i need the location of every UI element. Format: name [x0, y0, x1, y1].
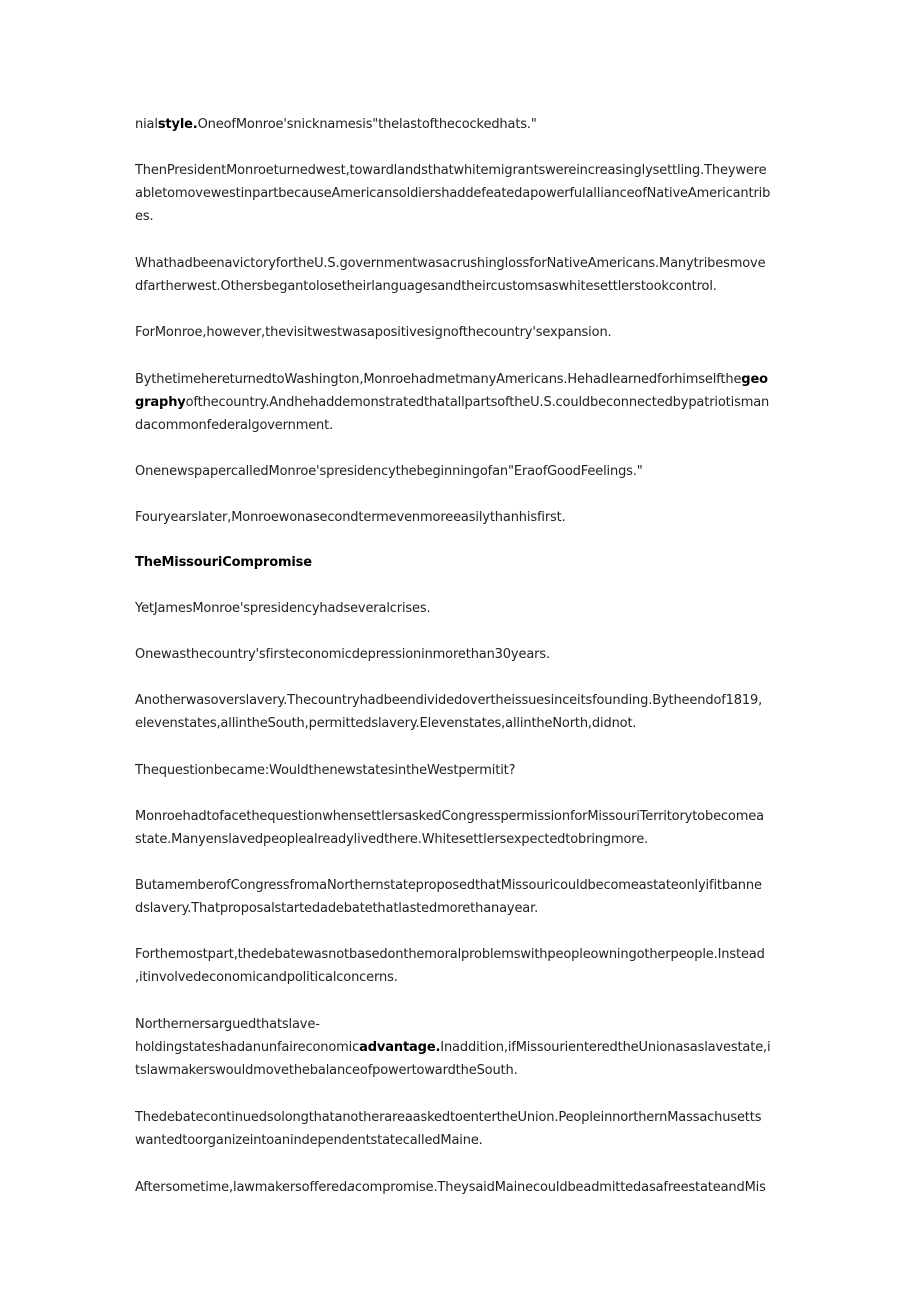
paragraph-line: ForMonroe,however,thevisitwestwasapositivesignofthecountry'sexpansion.	[135, 325, 612, 340]
paragraph-line: Onewasthecountry'sfirsteconomicdepressioninmorethan30years.	[135, 647, 550, 662]
paragraph-line: ThedebatecontinuedsolongthatanotherareaaskedtoentertheUnion.PeopleinnorthernMassachusetts	[135, 1110, 762, 1125]
paragraph-line: dfartherwest.Othersbegantolosetheirlanguagesandtheircustomsaswhitesettlerstookcontrol.	[135, 279, 717, 294]
paragraph-line: state.Manyenslavedpeoplealreadylivedthere.Whitesettlersexpectedtobringmore.	[135, 832, 649, 847]
paragraph-line: MonroehadtofacethequestionwhensettlersaskedCongresspermissionforMissouriTerritorytobecomea	[135, 809, 764, 824]
paragraph-line: wantedtoorganizeintoanindependentstatecalledMaine.	[135, 1133, 483, 1148]
paragraph-line: OnenewspapercalledMonroe'spresidencythebeginningofan"EraofGoodFeelings."	[135, 464, 643, 479]
paragraph-line: Aftersometime,lawmakersofferedacompromise.TheysaidMainecouldbeadmittedasafreestateandMis	[135, 1180, 766, 1195]
paragraph-line: abletomovewestinpartbecauseAmericansoldiershaddefeatedapowerfulallianceofNativeAmericantrib	[135, 186, 771, 201]
section-heading: TheMissouriCompromise	[135, 555, 312, 570]
paragraph-line: ButamemberofCongressfromaNorthernstateproposedthatMissouricouldbecomeastateonlyifitbanne	[135, 878, 762, 893]
paragraph-line: Thequestionbecame:WouldthenewstatesintheWestpermitit?	[135, 763, 516, 778]
paragraph-line: Forthemostpart,thedebatewasnotbasedonthemoralproblemswithpeopleowningotherpeople.Instead	[135, 947, 765, 962]
paragraph-line: BythetimehereturnedtoWashington,MonroehadmetmanyAmericans.Hehadlearnedforhimselfthegeo	[135, 372, 768, 387]
paragraph-line: tslawmakerswouldmovethebalanceofpowertowardtheSouth.	[135, 1063, 518, 1078]
paragraph-line: nialstyle.OneofMonroe'snicknamesis"thelastofthecockedhats."	[135, 117, 537, 132]
paragraph-line: ,itinvolvedeconomicandpoliticalconcerns.	[135, 970, 398, 985]
paragraph-line: dslavery.Thatproposalstartedadebatethatlastedmorethanayear.	[135, 901, 539, 916]
paragraph-line: graphyofthecountry.AndhehaddemonstratedthatallpartsoftheU.S.couldbeconnectedbypatriotisman	[135, 395, 770, 410]
paragraph-line: elevenstates,allintheSouth,permittedslavery.Elevenstates,allintheNorth,didnot.	[135, 716, 637, 731]
paragraph-line: Anotherwasoverslavery.Thecountryhadbeendividedovertheissuesinceitsfounding.Bytheendof1819,	[135, 693, 763, 708]
paragraph-line: Northernersarguedthatslave-	[135, 1017, 320, 1032]
paragraph-line: Fouryearslater,Monroewonasecondtermevenmoreeasilythanhisfirst.	[135, 510, 566, 525]
paragraph-line: ThenPresidentMonroeturnedwest,towardlandsthatwhitemigrantswereincreasinglysettling.Theywere	[135, 163, 767, 178]
paragraph-line: YetJamesMonroe'spresidencyhadseveralcrises.	[135, 601, 431, 616]
paragraph-line: es.	[135, 209, 154, 224]
paragraph-line: dacommonfederalgovernment.	[135, 418, 334, 433]
paragraph-line: WhathadbeenavictoryfortheU.S.governmentwasacrushinglossforNativeAmericans.Manytribesmove	[135, 256, 766, 271]
paragraph-line: holdingstateshadanunfaireconomicadvantage.Inaddition,ifMissourienteredtheUnionasaslavestate,i	[135, 1040, 771, 1055]
